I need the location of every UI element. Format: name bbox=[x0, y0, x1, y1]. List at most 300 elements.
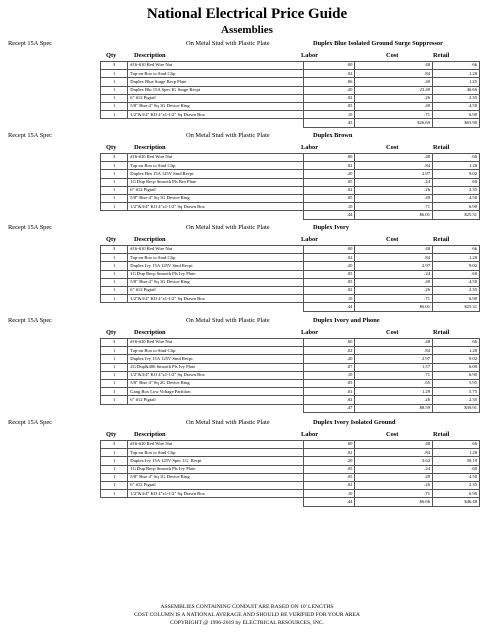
cell-labor: .02 bbox=[304, 162, 355, 170]
column-header-cost: Cost bbox=[386, 329, 399, 336]
cell-retail: 6.90 bbox=[433, 111, 480, 119]
cell-qty: 3 bbox=[101, 154, 128, 162]
column-header-description: Description bbox=[134, 431, 166, 438]
table-row bbox=[101, 465, 480, 473]
column-header-cost: Cost bbox=[386, 144, 399, 151]
cell-retail: 1.28 bbox=[433, 254, 480, 262]
footer-copyright: COPYRIGHT @ 1996-2019 by ELECTRICAL RESOURCES, INC. bbox=[169, 620, 324, 626]
cell-description: 1/2"&3/4" KO 4"x1-1/2" Sq Drawn Box bbox=[128, 490, 304, 498]
column-headers bbox=[8, 431, 488, 440]
cell-labor: .02 bbox=[304, 254, 355, 262]
table-row bbox=[101, 162, 480, 170]
total-retail: $63.90 bbox=[433, 119, 480, 127]
cell-description: 5/8" Rise 4" Sq 1G Device Ring bbox=[128, 102, 304, 110]
cell-description: Duplex Blu 15A Spec IG Surge Recpt bbox=[128, 86, 304, 94]
cell-labor: .10 bbox=[304, 490, 355, 498]
cell-labor: .10 bbox=[304, 295, 355, 303]
cell-qty: 1 bbox=[101, 94, 128, 102]
cell-description: 6" #12 Pigtail bbox=[128, 94, 304, 102]
cell-labor: .01 bbox=[304, 388, 355, 396]
items-table bbox=[100, 338, 480, 413]
table-row bbox=[101, 363, 480, 371]
cell-labor: .02 bbox=[304, 481, 355, 489]
cell-cost: .71 bbox=[355, 111, 433, 119]
cell-cost: .84 bbox=[355, 449, 433, 457]
section-header bbox=[8, 419, 488, 429]
total-labor: .47 bbox=[304, 404, 355, 412]
cell-cost: .71 bbox=[355, 295, 433, 303]
section-mount: On Metal Stud with Plastic Plate bbox=[186, 317, 270, 324]
cell-qty: 1 bbox=[101, 178, 128, 186]
cell-retail: 1.28 bbox=[433, 70, 480, 78]
cell-labor: .05 bbox=[304, 278, 355, 286]
cell-cost: .40 bbox=[355, 78, 433, 86]
cell-retail: 6.00 bbox=[433, 363, 480, 371]
cell-description: #16-#10 Red Wire Nut bbox=[128, 339, 304, 347]
page-subtitle: Assemblies bbox=[221, 24, 273, 36]
total-labor: .44 bbox=[304, 498, 355, 506]
total-spacer bbox=[101, 303, 128, 311]
cell-description: 5/8" Rise 4" Sq 1G Device Ring bbox=[128, 278, 304, 286]
table-row bbox=[101, 286, 480, 294]
cell-retail: 2.35 bbox=[433, 396, 480, 404]
cell-description: Duplex Ivy 15A 125V Stnd Recpt bbox=[128, 355, 304, 363]
cell-retail: .66 bbox=[433, 154, 480, 162]
section-mount: On Metal Stud with Plastic Plate bbox=[186, 419, 270, 426]
cell-retail: 5.95 bbox=[433, 379, 480, 387]
total-spacer bbox=[128, 404, 304, 412]
cell-labor: .20 bbox=[304, 262, 355, 270]
cell-retail: .66 bbox=[433, 246, 480, 254]
cell-description: Tap-on Box to Stud Clip bbox=[128, 347, 304, 355]
cell-cost: .49 bbox=[355, 473, 433, 481]
total-labor: .44 bbox=[304, 211, 355, 219]
cell-labor: .06 bbox=[304, 78, 355, 86]
column-header-retail: Retail bbox=[433, 52, 450, 59]
cell-qty: 1 bbox=[101, 102, 128, 110]
cell-labor: .20 bbox=[304, 86, 355, 94]
table-row bbox=[101, 347, 480, 355]
cell-retail: 4.50 bbox=[433, 278, 480, 286]
cell-qty: 1 bbox=[101, 162, 128, 170]
column-header-qty: Qty bbox=[106, 329, 117, 336]
section-spec: Recept 15A Spec bbox=[8, 419, 53, 426]
cell-qty: 1 bbox=[101, 203, 128, 211]
cell-retail: 2.35 bbox=[433, 94, 480, 102]
total-spacer bbox=[128, 211, 304, 219]
total-cost: $8.59 bbox=[355, 404, 433, 412]
column-header-labor: Labor bbox=[301, 144, 319, 151]
cell-labor: .05 bbox=[304, 102, 355, 110]
section-device: Duplex Blue Isolated Ground Surge Suppressor bbox=[313, 40, 443, 47]
total-spacer bbox=[128, 119, 304, 127]
column-header-qty: Qty bbox=[106, 431, 117, 438]
column-header-qty: Qty bbox=[106, 236, 117, 243]
column-header-retail: Retail bbox=[433, 329, 450, 336]
column-header-description: Description bbox=[134, 329, 166, 336]
cell-qty: 1 bbox=[101, 295, 128, 303]
cell-cost: .84 bbox=[355, 347, 433, 355]
cell-cost: .84 bbox=[355, 254, 433, 262]
cell-qty: 1 bbox=[101, 70, 128, 78]
column-header-labor: Labor bbox=[301, 52, 319, 59]
cell-labor: .02 bbox=[304, 94, 355, 102]
cell-qty: 1 bbox=[101, 355, 128, 363]
column-header-labor: Labor bbox=[301, 236, 319, 243]
total-cost: $26.69 bbox=[355, 119, 433, 127]
cell-retail: 2.35 bbox=[433, 186, 480, 194]
total-spacer bbox=[101, 404, 128, 412]
cell-retail: 1.28 bbox=[433, 449, 480, 457]
table-row bbox=[101, 396, 480, 404]
total-labor: .45 bbox=[304, 119, 355, 127]
cell-description: 5/8" Rise 4" Sq 1G Device Ring bbox=[128, 194, 304, 202]
section-device: Duplex Ivory and Phone bbox=[313, 317, 380, 324]
table-row bbox=[101, 295, 480, 303]
cell-cost: .24 bbox=[355, 465, 433, 473]
cell-labor: .05 bbox=[304, 270, 355, 278]
table-row bbox=[101, 186, 480, 194]
total-row bbox=[101, 498, 480, 506]
column-header-qty: Qty bbox=[106, 144, 117, 151]
cell-retail: 6.90 bbox=[433, 371, 480, 379]
cell-description: Duplex Brn 15A 125V Stnd Recpt bbox=[128, 170, 304, 178]
table-row bbox=[101, 111, 480, 119]
cell-qty: 1 bbox=[101, 111, 128, 119]
cell-description: Duplex Blue Surge Recp Plate bbox=[128, 78, 304, 86]
cell-labor: .07 bbox=[304, 363, 355, 371]
cell-labor: .05 bbox=[304, 473, 355, 481]
page-title: National Electrical Price Guide bbox=[146, 6, 348, 22]
cell-retail: 4.50 bbox=[433, 102, 480, 110]
cell-labor: .02 bbox=[304, 186, 355, 194]
total-spacer bbox=[101, 211, 128, 219]
cell-labor: .05 bbox=[304, 194, 355, 202]
table-row bbox=[101, 170, 480, 178]
cell-description: Tap-on Box to Stud Clip bbox=[128, 70, 304, 78]
cell-labor: .20 bbox=[304, 355, 355, 363]
cell-labor: .02 bbox=[304, 449, 355, 457]
column-header-cost: Cost bbox=[386, 236, 399, 243]
cell-description: 1/2"&3/4" KO 4"x1-1/2" Sq Drawn Box bbox=[128, 295, 304, 303]
cell-retail: 2.35 bbox=[433, 286, 480, 294]
table-row bbox=[101, 278, 480, 286]
section-mount: On Metal Stud with Plastic Plate bbox=[186, 224, 270, 231]
cell-description: 6" #12 Pigtail bbox=[128, 186, 304, 194]
cell-description: 1/2"&3/4" KO 4"x1-1/2" Sq Drawn Box bbox=[128, 371, 304, 379]
total-row bbox=[101, 303, 480, 311]
total-cost: $6.66 bbox=[355, 498, 433, 506]
cell-retail: 9.02 bbox=[433, 262, 480, 270]
cell-cost: .48 bbox=[355, 339, 433, 347]
column-header-description: Description bbox=[134, 236, 166, 243]
total-cost: $6.01 bbox=[355, 303, 433, 311]
table-row bbox=[101, 473, 480, 481]
total-row bbox=[101, 211, 480, 219]
cell-retail: 9.02 bbox=[433, 355, 480, 363]
column-header-qty: Qty bbox=[106, 52, 117, 59]
cell-qty: 1 bbox=[101, 449, 128, 457]
cell-retail: 1.25 bbox=[433, 78, 480, 86]
footer-note-conduit: ASSEMBLIES CONTAINING CONDUIT ARE BASED ON 10' LENGTHS bbox=[160, 604, 334, 610]
section-mount: On Metal Stud with Plastic Plate bbox=[186, 40, 270, 47]
cell-qty: 1 bbox=[101, 262, 128, 270]
column-header-labor: Labor bbox=[301, 431, 319, 438]
cell-retail: .66 bbox=[433, 62, 480, 70]
cell-retail: 46.66 bbox=[433, 86, 480, 94]
cell-cost: .48 bbox=[355, 246, 433, 254]
section-device: Duplex Brown bbox=[313, 132, 353, 139]
table-row bbox=[101, 490, 480, 498]
table-row bbox=[101, 449, 480, 457]
cell-qty: 1 bbox=[101, 388, 128, 396]
table-row bbox=[101, 254, 480, 262]
column-header-description: Description bbox=[134, 52, 166, 59]
section-header bbox=[8, 317, 488, 327]
table-row bbox=[101, 388, 480, 396]
cell-retail: .60 bbox=[433, 270, 480, 278]
total-retail: $46.48 bbox=[433, 498, 480, 506]
cell-qty: 1 bbox=[101, 194, 128, 202]
table-row bbox=[101, 86, 480, 94]
table-row bbox=[101, 441, 480, 449]
table-row bbox=[101, 379, 480, 387]
cell-qty: 1 bbox=[101, 396, 128, 404]
cell-labor: .20 bbox=[304, 457, 355, 465]
column-headers bbox=[8, 144, 488, 153]
cell-cost: 1.57 bbox=[355, 363, 433, 371]
cell-description: 1G Dup Recp Smooth Pls Ivy Plate bbox=[128, 465, 304, 473]
cell-qty: 1 bbox=[101, 278, 128, 286]
cell-description: Tap-on Box to Stud Clip bbox=[128, 449, 304, 457]
cell-qty: 1 bbox=[101, 170, 128, 178]
cell-cost: .49 bbox=[355, 278, 433, 286]
cell-labor: .00 bbox=[304, 246, 355, 254]
table-row bbox=[101, 457, 480, 465]
table-row bbox=[101, 355, 480, 363]
assembly-section bbox=[8, 317, 488, 413]
total-labor: .44 bbox=[304, 303, 355, 311]
cell-cost: .26 bbox=[355, 481, 433, 489]
cell-cost: .65 bbox=[355, 379, 433, 387]
assembly-section bbox=[8, 40, 488, 128]
section-device: Duplex Ivory bbox=[313, 224, 350, 231]
footer-note-cost: COST COLUMN IS A NATIONAL AVERAGE AND SHOULD BE VERIFIED FOR YOUR AREA bbox=[134, 612, 360, 618]
cell-description: #16-#10 Red Wire Nut bbox=[128, 246, 304, 254]
assembly-section bbox=[8, 419, 488, 507]
cell-labor: .10 bbox=[304, 203, 355, 211]
cell-labor: .02 bbox=[304, 286, 355, 294]
cell-description: 6" #12 Pigtail bbox=[128, 286, 304, 294]
column-headers bbox=[8, 329, 488, 338]
total-retail: $25.31 bbox=[433, 303, 480, 311]
cell-qty: 1 bbox=[101, 457, 128, 465]
section-header bbox=[8, 132, 488, 142]
total-row bbox=[101, 404, 480, 412]
table-row bbox=[101, 70, 480, 78]
table-row bbox=[101, 203, 480, 211]
cell-labor: .05 bbox=[304, 178, 355, 186]
cell-cost: .24 bbox=[355, 270, 433, 278]
cell-description: 5/8" Rise 4" Sq 2G Device Ring bbox=[128, 379, 304, 387]
cell-description: Tap-on Box to Stud Clip bbox=[128, 162, 304, 170]
cell-cost: .48 bbox=[355, 62, 433, 70]
cell-retail: 6.90 bbox=[433, 203, 480, 211]
section-header bbox=[8, 40, 488, 50]
cell-qty: 1 bbox=[101, 473, 128, 481]
cell-cost: .71 bbox=[355, 490, 433, 498]
cell-description: 6" #12 Pigtail bbox=[128, 396, 304, 404]
cell-cost: .84 bbox=[355, 162, 433, 170]
cell-retail: 30.19 bbox=[433, 457, 480, 465]
cell-qty: 1 bbox=[101, 490, 128, 498]
cell-description: 1/2"&3/4" KO 4"x1-1/2" Sq Drawn Box bbox=[128, 203, 304, 211]
cell-qty: 1 bbox=[101, 254, 128, 262]
cell-labor: .05 bbox=[304, 379, 355, 387]
cell-description: Duplex Ivy 15A 125V Spec I.G. Recpt bbox=[128, 457, 304, 465]
column-header-labor: Labor bbox=[301, 329, 319, 336]
cell-description: Tap-on Box to Stud Clip bbox=[128, 254, 304, 262]
cell-labor: .02 bbox=[304, 70, 355, 78]
table-row bbox=[101, 194, 480, 202]
section-spec: Recept 15A Spec bbox=[8, 40, 53, 47]
cell-qty: 1 bbox=[101, 78, 128, 86]
table-row bbox=[101, 62, 480, 70]
cell-qty: 1 bbox=[101, 379, 128, 387]
cell-cost: 2.97 bbox=[355, 170, 433, 178]
column-headers bbox=[8, 236, 488, 245]
section-mount: On Metal Stud with Plastic Plate bbox=[186, 132, 270, 139]
table-row bbox=[101, 481, 480, 489]
cell-description: #16-#10 Red Wire Nut bbox=[128, 154, 304, 162]
cell-labor: .00 bbox=[304, 441, 355, 449]
cell-cost: .71 bbox=[355, 371, 433, 379]
column-headers bbox=[8, 52, 488, 61]
cell-qty: 1 bbox=[101, 186, 128, 194]
cell-labor: .00 bbox=[304, 339, 355, 347]
cell-retail: .66 bbox=[433, 441, 480, 449]
cell-description: 1/2"&3/4" KO 4"x1-1/2" Sq Drawn Box bbox=[128, 111, 304, 119]
cell-retail: .60 bbox=[433, 178, 480, 186]
cell-cost: .48 bbox=[355, 154, 433, 162]
items-table bbox=[100, 153, 480, 220]
cell-qty: 1 bbox=[101, 363, 128, 371]
section-spec: Recept 15A Spec bbox=[8, 132, 53, 139]
cell-labor: .20 bbox=[304, 170, 355, 178]
items-table bbox=[100, 245, 480, 312]
cell-labor: .02 bbox=[304, 347, 355, 355]
cell-description: 1G Dup Recp Smooth Pls Brn Plate bbox=[128, 178, 304, 186]
cell-retail: 1.28 bbox=[433, 347, 480, 355]
cell-description: 1G Dup Recp Smooth Pls Ivy Plate bbox=[128, 270, 304, 278]
column-header-cost: Cost bbox=[386, 52, 399, 59]
table-row bbox=[101, 154, 480, 162]
cell-retail: 9.02 bbox=[433, 170, 480, 178]
total-spacer bbox=[101, 498, 128, 506]
cell-retail: .60 bbox=[433, 465, 480, 473]
table-row bbox=[101, 246, 480, 254]
items-table bbox=[100, 61, 480, 128]
cell-cost: .49 bbox=[355, 194, 433, 202]
cell-cost: .26 bbox=[355, 94, 433, 102]
total-spacer bbox=[128, 303, 304, 311]
column-header-retail: Retail bbox=[433, 431, 450, 438]
cell-cost: 23.49 bbox=[355, 86, 433, 94]
section-header bbox=[8, 224, 488, 234]
cell-qty: 3 bbox=[101, 339, 128, 347]
cell-qty: 1 bbox=[101, 347, 128, 355]
cell-qty: 3 bbox=[101, 441, 128, 449]
cell-cost: .49 bbox=[355, 102, 433, 110]
section-spec: Recept 15A Spec bbox=[8, 317, 53, 324]
cell-description: 6" #12 Pigtail bbox=[128, 481, 304, 489]
cell-description: #16-#10 Red Wire Nut bbox=[128, 62, 304, 70]
table-row bbox=[101, 78, 480, 86]
cell-qty: 1 bbox=[101, 286, 128, 294]
cell-labor: .02 bbox=[304, 396, 355, 404]
cell-qty: 1 bbox=[101, 481, 128, 489]
cell-qty: 3 bbox=[101, 62, 128, 70]
column-header-cost: Cost bbox=[386, 431, 399, 438]
cell-labor: .10 bbox=[304, 371, 355, 379]
cell-qty: 1 bbox=[101, 270, 128, 278]
cell-qty: 3 bbox=[101, 246, 128, 254]
cell-retail: 6.90 bbox=[433, 295, 480, 303]
cell-cost: .84 bbox=[355, 70, 433, 78]
total-retail: $25.31 bbox=[433, 211, 480, 219]
section-device: Duplex Ivory Isolated Ground bbox=[313, 419, 396, 426]
cell-cost: .26 bbox=[355, 286, 433, 294]
table-row bbox=[101, 270, 480, 278]
total-spacer bbox=[101, 119, 128, 127]
cell-qty: 1 bbox=[101, 86, 128, 94]
cell-cost: .71 bbox=[355, 203, 433, 211]
cell-description: Duplex Ivy 15A 125V Stnd Recpt bbox=[128, 262, 304, 270]
cell-retail: 1.28 bbox=[433, 162, 480, 170]
cell-qty: 1 bbox=[101, 371, 128, 379]
column-header-description: Description bbox=[134, 144, 166, 151]
cell-cost: 3.62 bbox=[355, 457, 433, 465]
assembly-section bbox=[8, 132, 488, 220]
cell-cost: 2.97 bbox=[355, 262, 433, 270]
cell-qty: 1 bbox=[101, 465, 128, 473]
cell-cost: .26 bbox=[355, 186, 433, 194]
table-row bbox=[101, 339, 480, 347]
section-spec: Recept 15A Spec bbox=[8, 224, 53, 231]
total-spacer bbox=[128, 498, 304, 506]
cell-cost: 2.97 bbox=[355, 355, 433, 363]
cell-description: 2G Dup&406 Smooth Pls Ivy Plate bbox=[128, 363, 304, 371]
cell-retail: 2.35 bbox=[433, 481, 480, 489]
column-header-retail: Retail bbox=[433, 236, 450, 243]
total-row bbox=[101, 119, 480, 127]
table-row bbox=[101, 178, 480, 186]
cell-labor: .00 bbox=[304, 62, 355, 70]
table-row bbox=[101, 371, 480, 379]
assembly-section bbox=[8, 224, 488, 312]
cell-labor: .10 bbox=[304, 111, 355, 119]
table-row bbox=[101, 262, 480, 270]
cell-description: Gang Box Low Voltage Partition bbox=[128, 388, 304, 396]
cell-cost: .26 bbox=[355, 396, 433, 404]
cell-retail: 5.75 bbox=[433, 388, 480, 396]
cell-retail: 4.50 bbox=[433, 194, 480, 202]
cell-labor: .05 bbox=[304, 465, 355, 473]
cell-cost: .24 bbox=[355, 178, 433, 186]
table-row bbox=[101, 102, 480, 110]
column-header-retail: Retail bbox=[433, 144, 450, 151]
cell-retail: .66 bbox=[433, 339, 480, 347]
